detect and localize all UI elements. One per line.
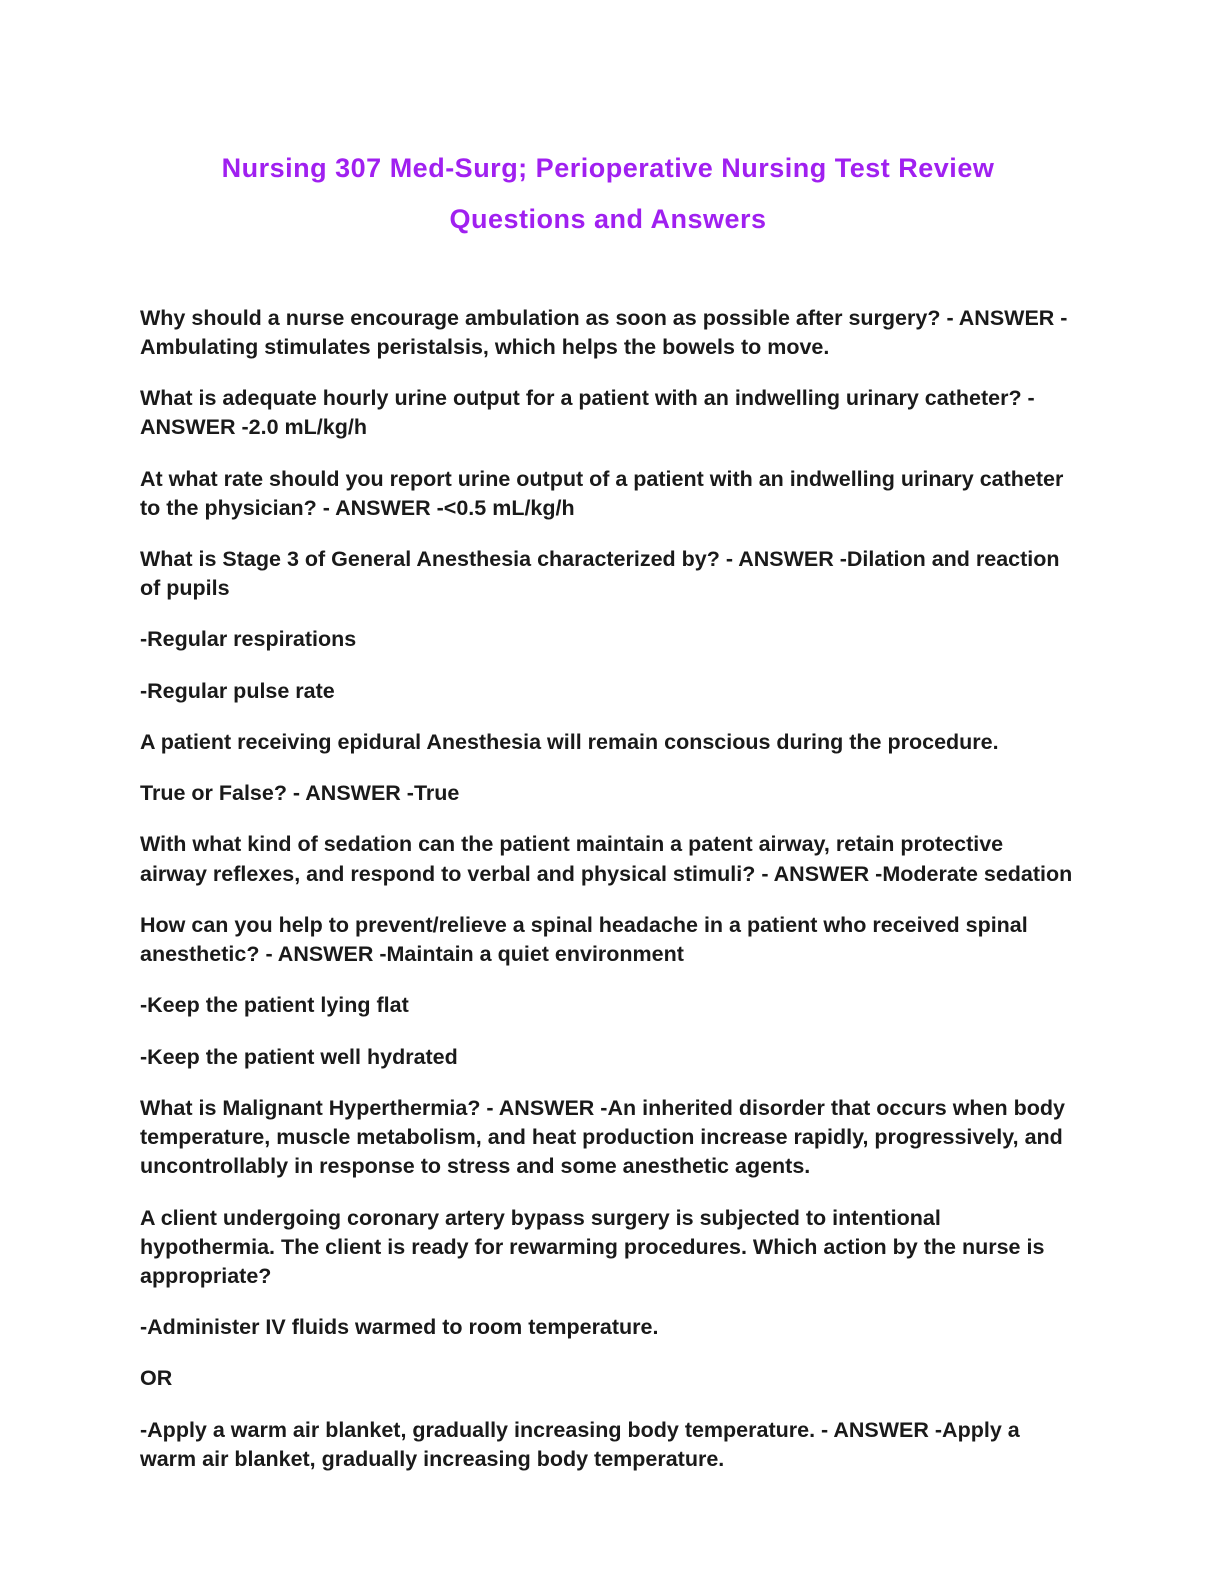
qa-paragraph: What is adequate hourly urine output for a patient with an indwelling urinary catheter? - ANSWER -2.0 mL/kg/h (140, 386, 1035, 440)
qa-paragraph: With what kind of sedation can the patient maintain a patent airway, retain protective airway reflexes, and respond to verbal and physical stimuli? - ANSWER -Moderate sedation (140, 832, 1073, 886)
qa-paragraph: -Keep the patient lying flat (140, 993, 409, 1018)
qa-paragraph: True or False? - ANSWER -True (140, 781, 460, 806)
qa-paragraph: Why should a nurse encourage ambulation as soon as possible after surgery? - ANSWER -Ambulating stimulates peristalsis, which helps the bowels to move. (140, 305, 1068, 359)
qa-paragraph: -Regular respirations (140, 627, 357, 652)
page-title-line-2: Questions and Answers (449, 204, 767, 235)
qa-paragraph: -Regular pulse rate (140, 678, 335, 703)
qa-paragraph: -Apply a warm air blanket, gradually increasing body temperature. - ANSWER -Apply a warm air blanket, gradually increasing body temperature. (140, 1417, 1020, 1471)
qa-paragraph: A client undergoing coronary artery bypass surgery is subjected to intentional hypothermia. The client is ready for rewarming procedures. Which action by the nurse is appropriate? (140, 1205, 1045, 1288)
document-body (140, 304, 1076, 1475)
qa-paragraph: -Keep the patient well hydrated (140, 1044, 458, 1069)
qa-paragraph: -Administer IV fluids warmed to room temperature. (140, 1315, 659, 1340)
qa-paragraph: What is Stage 3 of General Anesthesia characterized by? - ANSWER -Dilation and reaction of pupils (140, 547, 1060, 601)
qa-paragraph: How can you help to prevent/relieve a spinal headache in a patient who received spinal anesthetic? - ANSWER -Maintain a quiet environment (140, 912, 1028, 967)
qa-paragraph: At what rate should you report urine output of a patient with an indwelling urinary catheter to the physician? - ANSWER -<0.5 mL/kg/h (140, 466, 1064, 520)
qa-paragraph: What is Malignant Hyperthermia? - ANSWER -An inherited disorder that occurs when body temperature, muscle metabolism, and heat production increase rapidly, progressively, and uncontrollably in response to stress and some anesthetic agents. (140, 1095, 1065, 1179)
qa-paragraph: A patient receiving epidural Anesthesia will remain conscious during the procedure. (140, 729, 999, 754)
page-title-line-1: Nursing 307 Med-Surg; Perioperative Nursing Test Review (221, 153, 995, 183)
qa-paragraph: OR (140, 1366, 173, 1391)
page-title (140, 143, 1076, 246)
